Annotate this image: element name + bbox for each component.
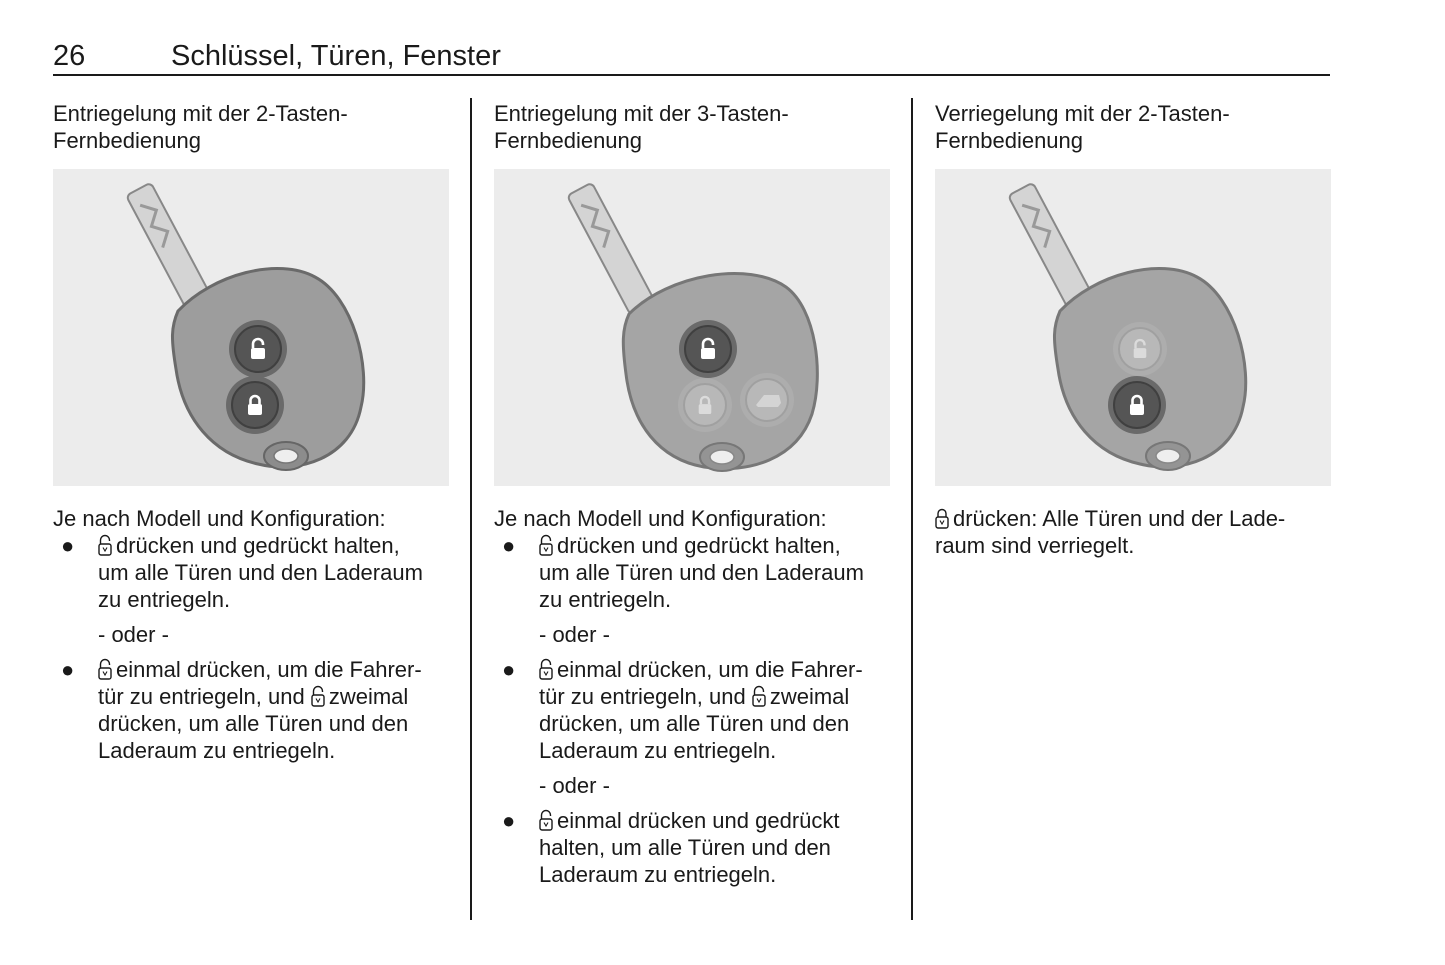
list-item <box>53 532 453 613</box>
list-text: drücken und gedrückt halten, <box>116 533 400 558</box>
lock-instruction <box>935 505 1335 559</box>
key-fob-2-button-lock-illustration <box>935 169 1331 486</box>
column-unlock-3-button <box>494 100 894 888</box>
list-text: zu entriegeln. <box>98 587 231 612</box>
unlock-padlock-icon <box>752 685 766 707</box>
section-heading <box>494 100 894 154</box>
section-heading <box>935 100 1335 154</box>
heading-line: Entriegelung mit der 3-Tasten- <box>494 101 789 126</box>
list-text: drücken, um alle Türen und den <box>98 711 409 736</box>
bullet-dot: ● <box>61 657 75 682</box>
unlock-padlock-icon <box>539 809 553 831</box>
column-unlock-2-button <box>53 100 453 764</box>
list-text: drücken, um alle Türen und den <box>539 711 850 736</box>
unlock-padlock-icon <box>311 685 325 707</box>
list-item <box>53 656 453 764</box>
intro-text: Je nach Modell und Konfiguration: <box>494 506 827 531</box>
list-text: zweimal <box>328 684 409 709</box>
bullet-dot: ● <box>502 533 516 558</box>
list-text: um alle Türen und den Laderaum <box>539 560 864 585</box>
page-title: Schlüssel, Türen, Fenster <box>171 40 501 72</box>
heading-line: Verriegelung mit der 2-Tasten- <box>935 101 1230 126</box>
list-text: einmal drücken und gedrückt <box>557 808 840 833</box>
list-text: um alle Türen und den Laderaum <box>98 560 423 585</box>
heading-line: Fernbedienung <box>935 128 1084 153</box>
list-text: zweimal <box>769 684 850 709</box>
key-fob-2-button-unlock-illustration <box>53 169 449 486</box>
intro-text: Je nach Modell und Konfiguration: <box>53 506 386 531</box>
list-text: drücken und gedrückt halten, <box>557 533 841 558</box>
list-text: tür zu entriegeln, und <box>98 684 305 709</box>
unlock-padlock-icon <box>539 658 553 680</box>
column-lock-2-button <box>935 100 1335 559</box>
unlock-padlock-icon <box>98 658 112 680</box>
list-text: Laderaum zu entriegeln. <box>98 738 336 763</box>
bullet-dot: ● <box>502 657 516 682</box>
list-text: einmal drücken, um die Fahrer- <box>557 657 863 682</box>
column-divider-1 <box>470 98 472 920</box>
instruction-text: drücken: Alle Türen und der Lade- <box>953 506 1286 531</box>
list-item <box>494 532 894 613</box>
list-item <box>494 656 894 764</box>
heading-line: Fernbedienung <box>494 128 643 153</box>
instruction-text: raum sind verriegelt. <box>935 533 1135 558</box>
bullet-dot: ● <box>61 533 75 558</box>
or-separator: - oder - <box>539 773 610 798</box>
list-text: Laderaum zu entriegeln. <box>539 862 777 887</box>
list-text: tür zu entriegeln, und <box>539 684 746 709</box>
bullet-dot: ● <box>502 808 516 833</box>
page-number: 26 <box>53 40 86 72</box>
list-text: einmal drücken, um die Fahrer- <box>116 657 422 682</box>
list-text: halten, um alle Türen und den <box>539 835 831 860</box>
key-fob-3-button-unlock-illustration <box>494 169 890 486</box>
or-separator: - oder - <box>539 622 610 647</box>
column-divider-2 <box>911 98 913 920</box>
section-heading <box>53 100 453 154</box>
unlock-padlock-icon <box>98 534 112 556</box>
list-item <box>494 807 894 888</box>
or-separator: - oder - <box>98 622 169 647</box>
list-text: Laderaum zu entriegeln. <box>539 738 777 763</box>
list-text: zu entriegeln. <box>539 587 672 612</box>
heading-line: Entriegelung mit der 2-Tasten- <box>53 101 348 126</box>
unlock-padlock-icon <box>539 534 553 556</box>
heading-line: Fernbedienung <box>53 128 202 153</box>
lock-padlock-icon <box>935 507 949 529</box>
header-rule <box>53 74 1330 76</box>
